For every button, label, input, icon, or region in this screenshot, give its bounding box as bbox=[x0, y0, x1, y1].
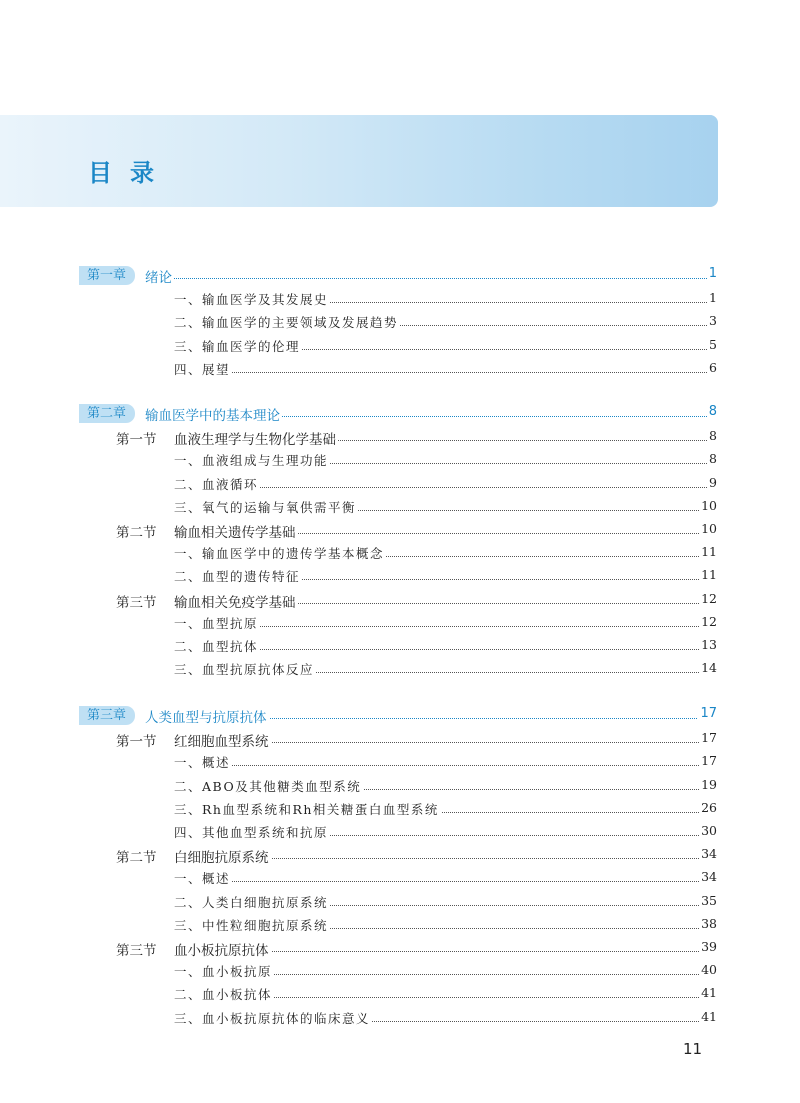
subsection-title: 一、概述 bbox=[174, 755, 231, 771]
entry-page: 11 bbox=[701, 567, 717, 583]
leader-dots bbox=[174, 372, 717, 373]
subsection-title: 三、Rh血型系统和Rh相关糖蛋白血型系统 bbox=[174, 801, 439, 817]
chapter-leader-dots bbox=[145, 278, 717, 279]
entry-page: 12 bbox=[701, 613, 717, 629]
chapter-title: 绪论 bbox=[145, 266, 174, 286]
entry-page: 17 bbox=[701, 753, 717, 769]
entry-page: 41 bbox=[701, 1008, 717, 1024]
entry-page: 39 bbox=[701, 939, 717, 954]
entry-page: 40 bbox=[701, 962, 717, 978]
chapter-label-badge: 第二章 bbox=[79, 404, 135, 423]
section-number: 第一节 bbox=[116, 734, 157, 751]
subsection-title: 三、血小板抗原抗体的临床意义 bbox=[174, 1010, 371, 1026]
section-number: 第一节 bbox=[116, 432, 157, 449]
section-title: 输血相关遗传学基础 bbox=[174, 521, 298, 541]
subsection-title: 一、输血医学中的遗传学基本概念 bbox=[174, 546, 385, 562]
entry-page: 8 bbox=[709, 451, 717, 467]
subsection-title: 一、血液组成与生理功能 bbox=[174, 453, 329, 469]
leader-dots bbox=[174, 765, 717, 766]
entry-page: 11 bbox=[701, 544, 717, 560]
subsection-title: 三、氧气的运输与氧供需平衡 bbox=[174, 499, 357, 515]
chapter-title: 输血医学中的基本理论 bbox=[145, 404, 282, 424]
entry-page: 10 bbox=[701, 521, 717, 536]
entry-page: 19 bbox=[701, 776, 717, 792]
subsection-title: 一、血型抗原 bbox=[174, 615, 259, 631]
chapter-page: 8 bbox=[708, 404, 717, 419]
entry-page: 35 bbox=[701, 892, 717, 908]
entry-page: 3 bbox=[709, 313, 717, 329]
subsection-title: 四、展望 bbox=[174, 361, 231, 377]
subsection-title: 二、ABO及其他糖类血型系统 bbox=[174, 778, 362, 794]
chapter-label-badge: 第三章 bbox=[79, 706, 135, 725]
entry-page: 13 bbox=[701, 637, 717, 652]
subsection-title: 二、血小板抗体 bbox=[174, 987, 273, 1003]
subsection-title: 一、血小板抗原 bbox=[174, 964, 273, 980]
subsection-title: 二、人类白细胞抗原系统 bbox=[174, 894, 329, 910]
subsection-title: 一、概述 bbox=[174, 871, 231, 887]
entry-page: 41 bbox=[701, 985, 717, 1001]
entry-page: 17 bbox=[701, 730, 717, 746]
entry-page: 34 bbox=[701, 869, 717, 885]
section-number: 第三节 bbox=[116, 594, 157, 611]
leader-dots bbox=[174, 881, 717, 882]
section-number: 第三节 bbox=[116, 943, 157, 959]
entry-page: 5 bbox=[709, 336, 717, 352]
page-title: 目录 bbox=[88, 159, 172, 187]
entry-page: 26 bbox=[701, 799, 717, 815]
subsection-title: 二、血型抗体 bbox=[174, 639, 259, 654]
entry-page: 30 bbox=[701, 823, 717, 838]
entry-page: 14 bbox=[701, 660, 717, 676]
subsection-title: 一、输血医学及其发展史 bbox=[174, 292, 329, 308]
chapter-page: 17 bbox=[700, 706, 717, 721]
entry-page: 38 bbox=[701, 915, 717, 931]
subsection-title: 三、输血医学的伦理 bbox=[174, 338, 301, 354]
entry-page: 1 bbox=[709, 290, 717, 306]
section-number: 第二节 bbox=[116, 850, 157, 867]
section-title: 白细胞抗原系统 bbox=[174, 846, 271, 866]
entry-page: 34 bbox=[701, 846, 717, 862]
section-title: 输血相关免疫学基础 bbox=[174, 591, 298, 611]
chapter-label-badge: 第一章 bbox=[79, 266, 135, 285]
subsection-title: 四、其他血型系统和抗原 bbox=[174, 825, 329, 840]
chapter-page: 1 bbox=[708, 266, 717, 281]
chapter-title: 人类血型与抗原抗体 bbox=[145, 706, 269, 726]
entry-page: 8 bbox=[709, 428, 717, 444]
entry-page: 12 bbox=[701, 590, 717, 606]
subsection-title: 二、血型的遗传特征 bbox=[174, 569, 301, 585]
section-title: 血小板抗原抗体 bbox=[174, 939, 271, 959]
section-title: 红细胞血型系统 bbox=[174, 730, 271, 750]
subsection-title: 二、输血医学的主要领域及发展趋势 bbox=[174, 315, 399, 331]
entry-page: 10 bbox=[701, 497, 717, 513]
section-number: 第二节 bbox=[116, 525, 157, 541]
subsection-title: 三、血型抗原抗体反应 bbox=[174, 662, 315, 678]
subsection-title: 三、中性粒细胞抗原系统 bbox=[174, 917, 329, 933]
entry-page: 6 bbox=[709, 359, 717, 375]
entry-page: 9 bbox=[709, 474, 717, 490]
subsection-title: 二、血液循环 bbox=[174, 476, 259, 492]
section-title: 血液生理学与生物化学基础 bbox=[174, 428, 338, 448]
page-number: 11 bbox=[683, 1040, 703, 1058]
